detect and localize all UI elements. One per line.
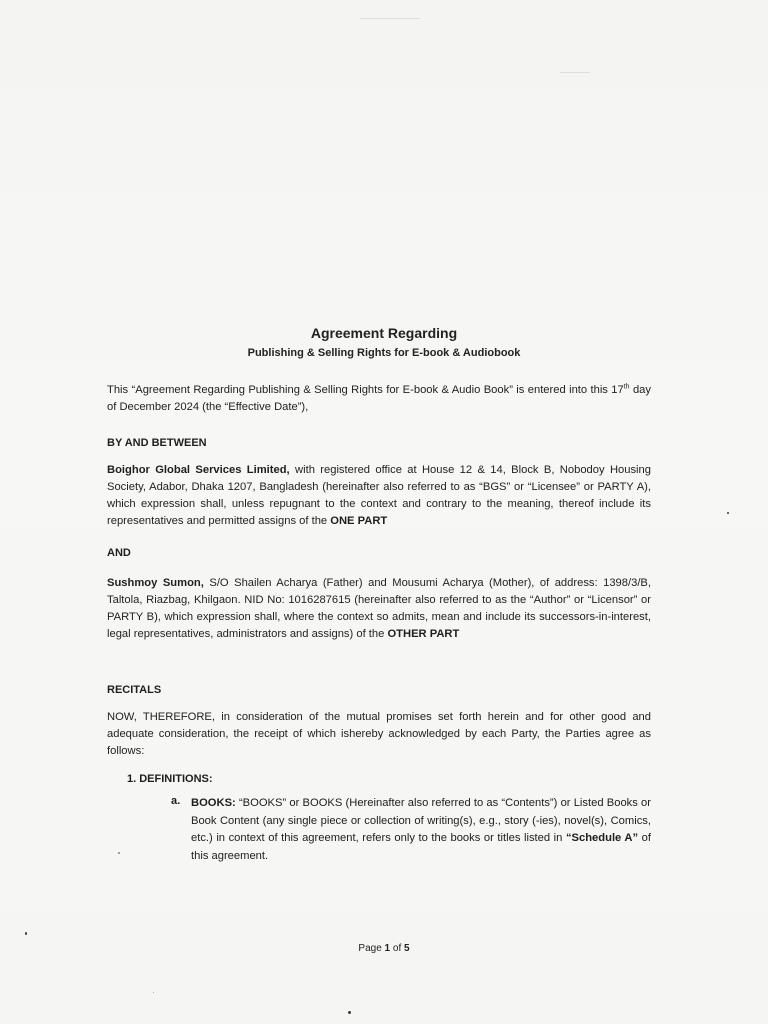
scan-speck (25, 932, 27, 935)
definition-a-text: “BOOKS” or BOOKS (Hereinafter also referred to as “Contents”) or Listed Books or Book Content (any single piece or collection of writing(s), e.g., story (-ies), novel(s), Comics, etc.) in context of this agreement, refers only to the books or titles listed in (191, 797, 651, 844)
document-subtitle: Publishing & Selling Rights for E-book & Audiobook (247, 347, 521, 359)
page-number-footer (0, 943, 768, 954)
party-b-part: OTHER PART (387, 628, 460, 640)
recitals-heading: RECITALS (107, 684, 162, 696)
footer-middle: of (390, 943, 405, 954)
intro-superscript: th (623, 383, 630, 391)
definition-a-marker: a. (171, 795, 181, 807)
scan-speck (153, 992, 154, 993)
party-b-paragraph (107, 575, 651, 643)
scan-speck (118, 852, 120, 854)
scan-artifact (360, 18, 420, 19)
party-a-paragraph (107, 462, 651, 530)
definition-a-text-end: of this agreement. (191, 832, 651, 862)
party-a-name: Boighor Global Services Limited, (107, 464, 290, 476)
party-a-text: with registered office at House 12 & 14, Block B, Nobodoy Housing Society, Adabor, Dhaka 1207, Bangladesh (hereinafter also referred to as “BGS” or “Licensee” or PARTY A), which expression shall, unless repugnant to the context and contrary to the meaning, thereof include its representatives and permitted assigns of the (107, 464, 651, 527)
definitions-heading: 1. DEFINITIONS: (127, 773, 213, 785)
schedule-a-reference: “Schedule A” (565, 832, 639, 844)
party-a-part: ONE PART (330, 515, 388, 527)
scan-speck (727, 512, 729, 514)
party-b-name: Sushmoy Sumon, (107, 577, 204, 589)
by-and-between-heading: BY AND BETWEEN (107, 437, 207, 449)
and-heading: AND (107, 547, 131, 559)
intro-text-end: day of December 2024 (the “Effective Date”), (107, 384, 651, 413)
definition-a-body (191, 795, 651, 865)
recitals-paragraph: NOW, THEREFORE, in consideration of the mutual promises set forth herein and for other good and adequate consideration, the receipt of which ishereby acknowledged by each Party, the Parties agree as follows: (107, 711, 651, 757)
intro-paragraph (107, 382, 651, 416)
definition-a-term: BOOKS: (191, 797, 236, 809)
intro-text-start: This “Agreement Regarding Publishing & Selling Rights for E-book & Audio Book” is entered into this 17 (107, 384, 624, 396)
total-page-count: 5 (404, 943, 410, 954)
document-title: Agreement Regarding (310, 325, 458, 341)
scan-speck (348, 1011, 351, 1014)
current-page-number: 1 (384, 943, 391, 954)
party-b-text: S/O Shailen Acharya (Father) and Mousumi Acharya (Mother), of address: 1398/3/B, Taltola, Riazbag, Khilgaon. NID No: 1016287615 (hereinafter also referred to as the “Author” or “Licensor” or PARTY B), which expression shall, where the context so admits, mean and include its successors-in-interest, legal representatives, administrators and assigns) of the (107, 577, 652, 640)
footer-prefix: Page (358, 943, 385, 954)
scan-artifact (560, 72, 590, 73)
